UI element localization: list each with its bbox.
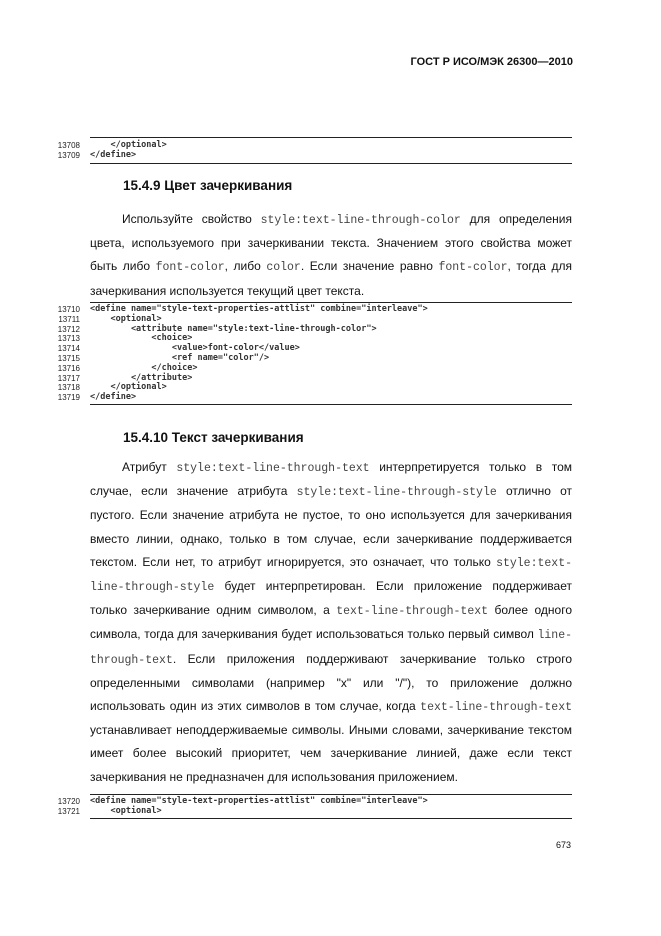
code-text: <attribute name="style:text-line-through-color"> xyxy=(90,323,377,334)
line-number: 13718 xyxy=(57,383,80,393)
code-line xyxy=(57,392,572,403)
paragraph xyxy=(90,208,572,303)
line-number: 13715 xyxy=(57,353,80,363)
code-inline: style:text-line-through-style xyxy=(296,486,497,500)
text: отлично от пустого. Если значение атрибута не пустое, то оно используется для зачеркивания вместо линии, однако, только в том случае, если зачеркивание поддерживается текстом. Если нет, то атрибут игнорируется, это означает, что только xyxy=(90,484,573,569)
code-inline: style:text-line-through-color xyxy=(260,214,461,227)
code-inline: text-line-through-text xyxy=(336,605,489,619)
text: Используйте свойство xyxy=(122,212,261,226)
line-number: 13716 xyxy=(57,363,80,373)
line-number: 13709 xyxy=(57,150,80,160)
code-inline: font-color xyxy=(155,261,225,275)
line-number: 13717 xyxy=(57,373,80,383)
code-text: </optional> xyxy=(90,140,167,150)
code-line xyxy=(57,382,572,393)
code-text: </define> xyxy=(90,149,137,160)
code-block xyxy=(57,302,572,405)
code-inline: style:text-line-through-style xyxy=(90,556,572,595)
text: Атрибут xyxy=(122,460,177,474)
document-header: ГОСТ Р ИСО/МЭК 26300—2010 xyxy=(410,56,573,68)
code-inline: color xyxy=(266,261,301,275)
code-text: <ref name="color"/> xyxy=(90,352,270,363)
line-number: 13711 xyxy=(58,314,80,324)
section-heading: 15.4.10 Текст зачеркивания xyxy=(123,430,304,445)
text: устанавливает неподдерживаемые символы. Иными словами, зачеркивание текстом имеет более высокий приоритет, чем зачеркивание линией, даже если текст зачеркивания не предназначен для использования приложением. xyxy=(90,723,572,784)
code-text: <optional> xyxy=(90,313,162,324)
text: , либо xyxy=(224,259,267,274)
code-text: <optional> xyxy=(90,805,162,816)
line-number: 13708 xyxy=(57,141,80,150)
text: для определения цвета, используемого при зачеркивании текста. Значением этого свойства может быть либо xyxy=(90,212,572,274)
section-heading: 15.4.9 Цвет зачеркивания xyxy=(123,178,293,193)
text: . Если приложения поддерживают зачеркивание только строго определенными символами (например "x" или "/"), то приложение должно использовать один из этих символов в том случае, когда xyxy=(90,651,572,714)
line-number: 13714 xyxy=(57,344,80,354)
code-line xyxy=(57,796,572,807)
code-inline: style:text-line-through-text xyxy=(176,462,370,475)
line-number: 13720 xyxy=(57,797,80,806)
code-text: </choice> xyxy=(90,362,198,373)
line-number: 13713 xyxy=(57,334,80,344)
code-text: </define> xyxy=(90,392,137,403)
code-text: </attribute> xyxy=(90,372,193,383)
code-inline: text-line-through-text xyxy=(420,701,572,715)
page-number: 673 xyxy=(555,840,571,850)
paragraph xyxy=(90,456,572,789)
text: интерпретируется только в том случае, если значение атрибута xyxy=(90,460,572,499)
text: более одного символа, тогда для зачеркивания будет использоваться только первый символ xyxy=(90,603,572,642)
text: . Если значение равно xyxy=(300,259,439,274)
text: будет интерпретирован. Если приложение поддерживает только зачеркивание одним символом, а xyxy=(90,579,572,618)
code-inline: font-color xyxy=(438,261,508,275)
code-text: <value>font-color</value> xyxy=(90,343,300,354)
line-number: 13710 xyxy=(57,305,80,314)
line-number: 13712 xyxy=(57,324,80,334)
code-block xyxy=(57,794,572,819)
text: , тогда для зачеркивания используется текущий цвет текста. xyxy=(90,259,572,298)
code-text: <define name="style-text-properties-attlist" combine="interleave"> xyxy=(90,796,428,806)
code-line xyxy=(57,805,572,817)
code-line xyxy=(57,140,572,151)
code-line xyxy=(57,304,572,315)
code-line xyxy=(57,149,572,161)
line-number: 13721 xyxy=(57,806,80,816)
code-text: <define name="style-text-properties-attlist" combine="interleave"> xyxy=(90,304,428,314)
code-text: </optional> xyxy=(90,382,167,393)
code-text: <choice> xyxy=(90,333,193,344)
line-number: 13719 xyxy=(57,393,80,403)
code-block xyxy=(57,137,572,164)
code-inline: line-through-text xyxy=(90,629,572,667)
